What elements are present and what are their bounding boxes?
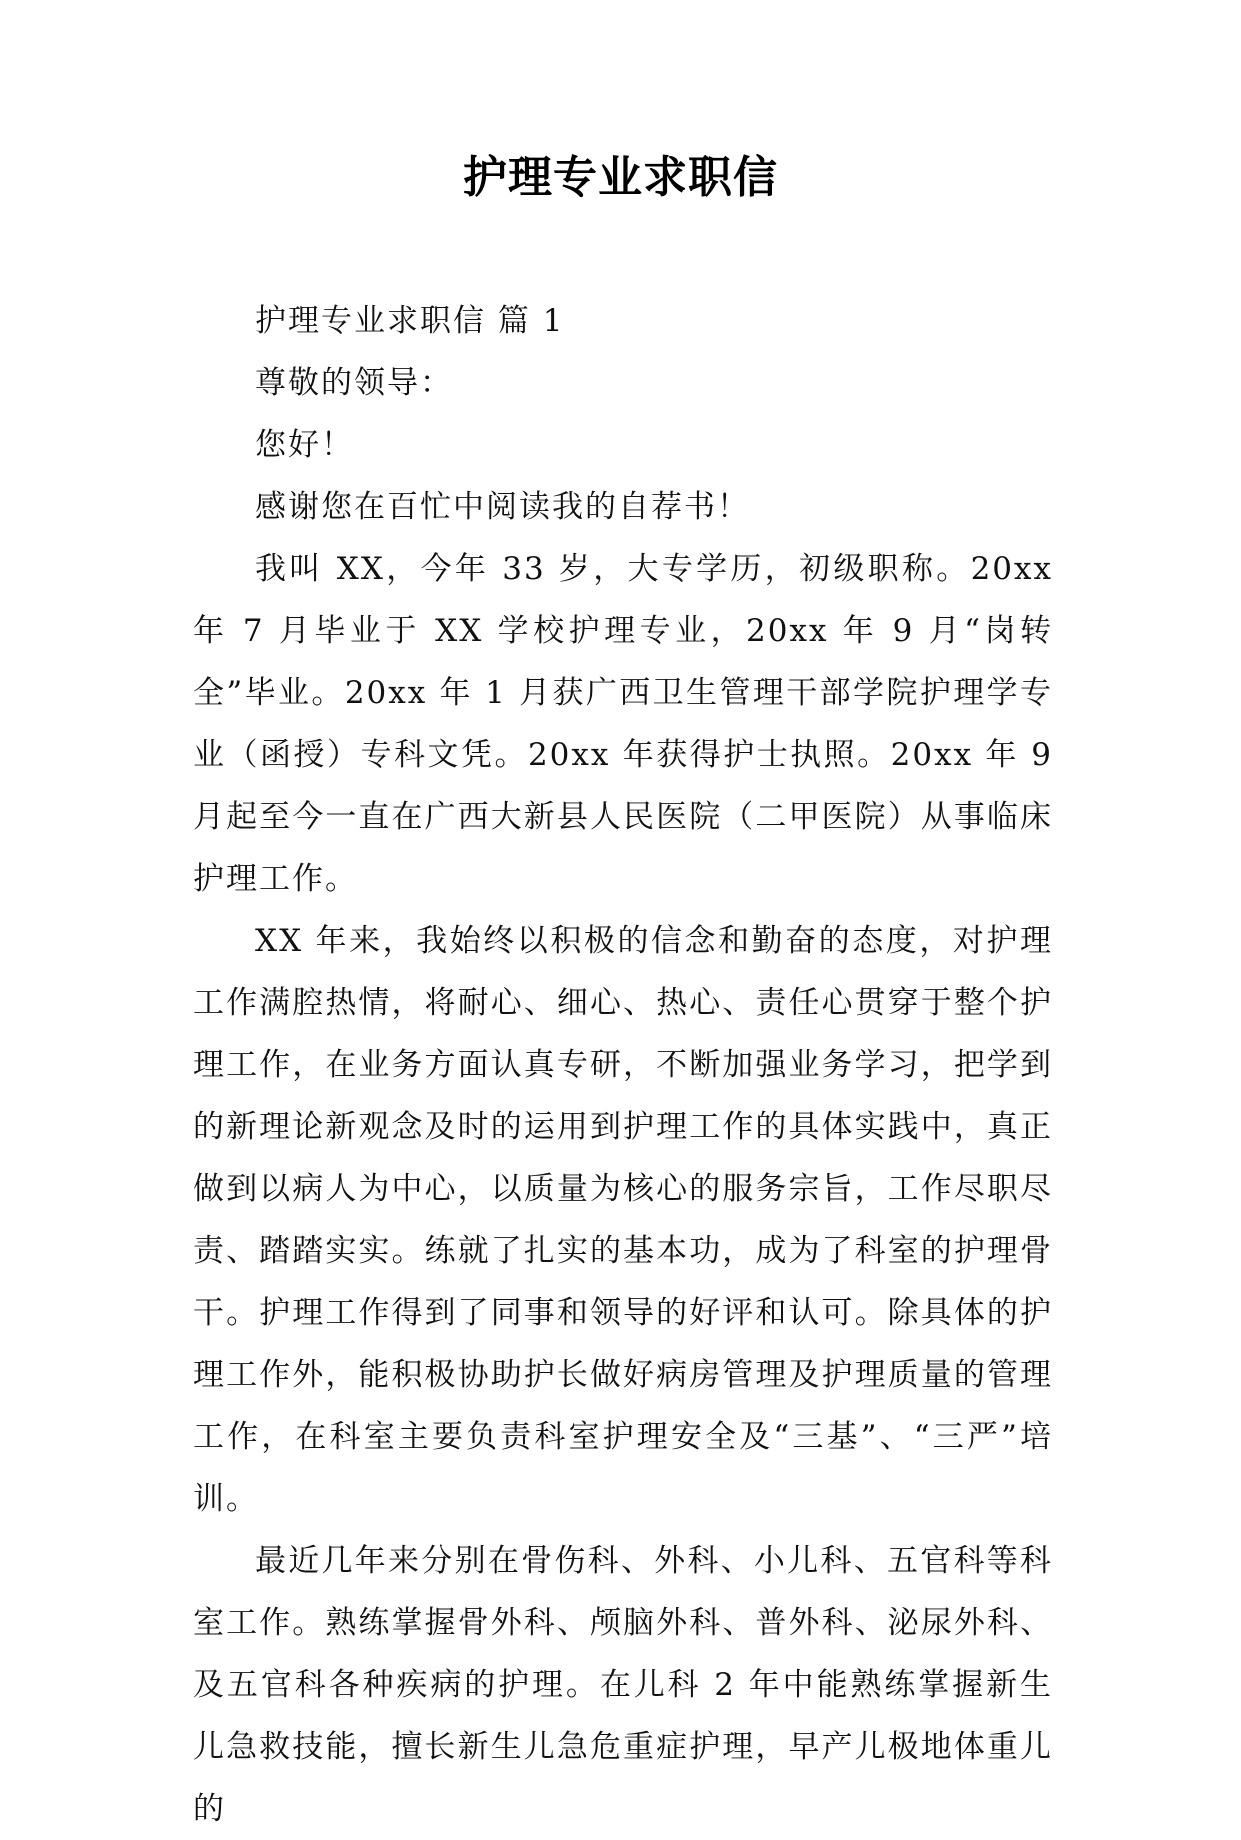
paragraph-work-attitude: XX 年来，我始终以积极的信念和勤奋的态度，对护理工作满腔热情，将耐心、细心、热心、责任心贯穿于整个护理工作，在业务方面认真专研，不断加强业务学习，把学到的新理论新观念及时的运用到护理工作的具体实践中，真正做到以病人为中心，以质量为核心的服务宗旨，工作尽职尽责、踏踏实实。练就了扎实的基本功，成为了科室的护理骨干。护理工作得到了同事和领导的好评和认可。除具体的护理工作外，能积极协助护长做好病房管理及护理质量的管理工作，在科室主要负责科室护理安全及“三基”、“三严”培训。 bbox=[193, 923, 1053, 1517]
paragraph-experience: 最近几年来分别在骨伤科、外科、小儿科、五官科等科室工作。熟练掌握骨外科、颅脑外科、普外科、泌尿外科、及五官科各种疾病的护理。在儿科 2 年中能熟练掌握新生儿急救技能，擅长新生儿急危重症护理，早产儿极地体重儿的 bbox=[193, 1543, 1053, 1827]
paragraph-introduction: 我叫 XX，今年 33 岁，大专学历，初级职称。20xx 年 7 月毕业于 XX 学校护理专业，20xx 年 9 月“岗转全”毕业。20xx 年 1 月获广西卫生管理干部学院护理学专业（函授）专科文凭。20xx 年获得护士执照。20xx 年 9 月起至今一直在广西大新县人民医院（二甲医院）从事临床护理工作。 bbox=[193, 551, 1053, 897]
greeting: 您好！ bbox=[255, 427, 354, 463]
thanks-line: 感谢您在百忙中阅读我的自荐书！ bbox=[255, 489, 750, 525]
document-title: 护理专业求职信 bbox=[463, 152, 778, 203]
salutation: 尊敬的领导： bbox=[255, 365, 453, 401]
section-heading: 护理专业求职信 篇 1 bbox=[255, 303, 565, 339]
document-body bbox=[193, 290, 1053, 1840]
